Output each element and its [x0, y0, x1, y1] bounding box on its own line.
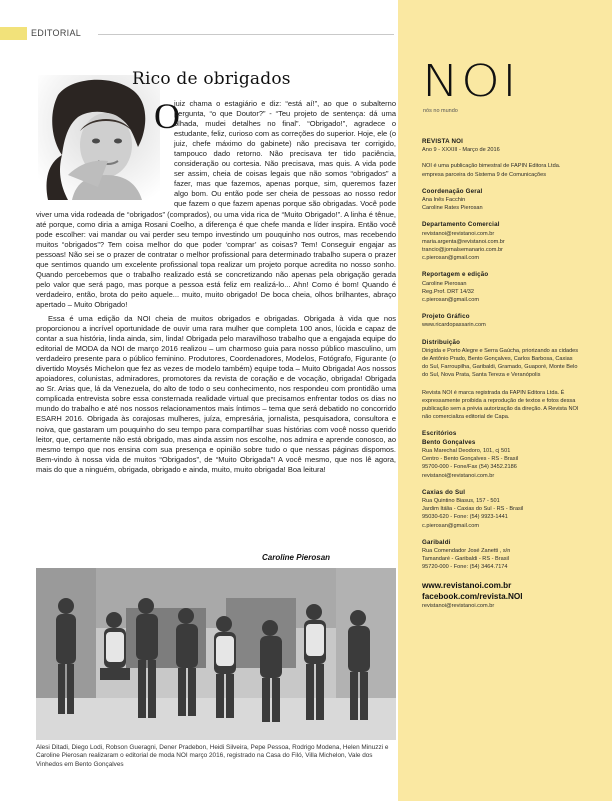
header-divider: [98, 34, 394, 35]
section-color-bar: [0, 27, 27, 40]
section-tag: EDITORIAL: [31, 28, 82, 38]
office-bento-line-4: revistanoi@revistanoi.com.br: [422, 472, 495, 479]
distribution-heading: Distribuição: [422, 338, 461, 346]
reporting-heading: Reportagem e edição: [422, 271, 489, 279]
article-paragraph-2: [36, 314, 396, 475]
design-site: www.ricardopassarin.com: [422, 322, 486, 329]
logo-tagline: nós no mundo: [423, 108, 458, 114]
paragraph-2-text: Essa é uma edição da NOI cheia de muitos obrigados e obrigadas. Obrigada à vida que nos proporcionou a incrível oportunidade de ouvir uma rara mulher que completa 100 anos, lúcida e capaz de contar a sua história, linda ainda, sim, linda! Obrigada pelo maravilhoso trabalho que a engajada equipe do editorial de MODA da NOI de março 2016 realizou – um charmoso guia para nosso público masculino, um verdadeiro presente para o público feminino. Produtores, Coordenadores, Modelos, Fotógrafo, Figurante (o divertido Moysés Michelon que fez as vezes de modelo também) equipe toda – Muito Obrigada! Aos nossos apoiadores, colunistas, admiradores, promotores da revista de coração e de vocação, obrigada! Obrigada ao Sr. Arias que, lá da Venezuela, do alto de todo o seu conhecimento, nos respondeu com prontidão uma complicada entrevista sobre essa consternada realidade virtual que precisamos enfrentar todos os dias no mundo do trabalho e até nos nossos relacionamentos mais íntimos – tema que será debatido no concorrido ESARH 2016. Obrigada às corajosas mulheres, juíza, empresária, jornalista, pesquisadora, consultora e noiva, que gastaram um pouquinho do seu tempo para compartilhar suas histórias com você nosso querido leitor, que, certamente não está obrigado, mas ainda assim nos escolhe, nos admira e aprende conosco, ao mesmo tempo que nos ensina com sua presença e opinião sobre tudo o que nessas páginas dispomos. Bem-vindo à nossa vida de muitos “Obrigados”, de “Muito Obrigada”! A você mesmo, que nos lê agora, mais do que a ninguém, obrigada, obrigado e ainda, muito, muito obrigada! Boa leitura!: [36, 314, 396, 474]
office-garibaldi-line-2: Tamandaré - Garibaldi - RS - Brasil: [422, 556, 510, 563]
coord-name-2: Caroline Rates Pierosan: [422, 205, 483, 212]
office-caxias-heading: Caxias do Sul: [422, 488, 466, 496]
office-garibaldi-line-3: 95720-000 - Fone: (54) 3464.7174: [422, 564, 508, 571]
distribution-text: Dirigida e Porto Alegre e Serra Gaúcha, priorizando as cidades de Antônio Prado, Bento Gonçalves, Carlos Barbosa, Caxias do Sul, Farroupilha, Garibaldi, Gramado, Guaporé, Monte Belo do Sul, Nova Prata, Santa Tereza e Veranópolis: [422, 347, 579, 379]
team-photo: [36, 568, 396, 740]
contact-email[interactable]: revistanoi@revistanoi.com.br: [422, 602, 495, 609]
article-paragraph-1: [36, 96, 396, 310]
drop-cap: O: [154, 96, 180, 136]
office-garibaldi-line-1: Rua Comendador José Zanetti , s/n: [422, 547, 511, 554]
commercial-email-2: maria.argenta@revistanoi.com.br: [422, 238, 505, 245]
facebook-link[interactable]: facebook.com/revista.NOI: [422, 591, 523, 601]
magazine-name: REVISTA NOI: [422, 138, 464, 145]
office-caxias-line-1: Rua Quintino Biasus, 157 - 501: [422, 497, 500, 504]
reporting-reg: Reg.Prof. DRT 14/32: [422, 288, 475, 295]
masthead-credits: [422, 138, 594, 610]
office-bento-line-3: 95700-000 - Fone/Fax (54) 3452.2186: [422, 464, 517, 471]
commercial-email-1: revistanoi@revistanoi.com.br: [422, 230, 495, 237]
photo-caption: Alesi Ditadi, Diego Lodi, Robson Gueragni, Dener Pradebon, Heidi Silveira, Pepe Pessoa, Rodrigo Modena, Helen Minuzzi e Caroline Pierosan realizaram o editorial de moda NOI março 2016, registrado na Casa do Filó, Villa Michelon, Vale dos Vinhedos em Bento Gonçalves: [36, 744, 389, 768]
office-caxias-line-4: c.pierosan@gmail.com: [422, 522, 479, 529]
office-garibaldi-heading: Garibaldi: [422, 538, 451, 546]
rights-notice: Revista NOI é marca registrada da FAPIN Editora Ltda. É expressamente proibida a reprodução de textos e fotos dessa publicação sem a prévia autorização da direção. A Revista NOI não comercializa editorial de Capa.: [422, 389, 579, 421]
coord-name-1: Ana Inês Facchin: [422, 197, 466, 204]
design-heading: Projeto Gráfico: [422, 313, 470, 321]
article-title: Rico de obrigados: [132, 69, 291, 89]
author-signature: Caroline Pierosan: [262, 553, 331, 562]
reporting-email: c.pierosan@gmail.com: [422, 297, 479, 304]
office-caxias-line-2: Jardim Itália - Caxias do Sul - RS - Brasil: [422, 506, 524, 513]
masthead-sidebar: [398, 0, 612, 801]
office-bento-line-1: Rua Marechal Deodoro, 101, cj 501: [422, 447, 511, 454]
publisher-info: NOI é uma publicação bimestral de FAPIN Editora Ltda. empresa parceira do Sistema 9 de Comunicações: [422, 163, 561, 178]
commercial-email-4: c.pierosan@gmail.com: [422, 255, 479, 262]
website-link[interactable]: www.revistanoi.com.br: [422, 580, 512, 590]
portrait-wrap-spacer: [36, 99, 174, 205]
paragraph-1-text: juiz chama o estagiário e diz: “está aí!”, ao que o subalterno pergunta, “o que Doutor?” - “Teu projeto de sentença: dá uma olhada, mudei detalhes no final”. “Obrigado!”, agradece o estudante, feliz, curioso com as correções do superior. Hoje, ele (o juiz, chefe máximo do gabinete) não precisava ter corrigido, tampouco dado retorno. Não precisava ter tido paciência, consideração ou cortesia. Não precisava, mas quis. A vida pode ser assim, cheia de coisas legais que não somos “obrigados” a fazer, mas que fazemos, apenas porque, sim, queremos fazer algo bom. Ou então pode ser cheia de pessoas ao nosso redor que fazem o que fazem apenas porque são obrigadas. Você pode viver uma vida rodeada de “obrigados” (comprados), ou uma vida rica de “Muito Obrigado!”. A linha é tênue, até porque, como diria a amiga Rosani Coelho, a diferença é que chefe manda e líder inspira. Então você pode escolher: vai mandar ou vai perder seu tempo investindo um pouquinho nos outros, mas recebendo muitos “obrigados”? Tem coisa melhor do que poder ‘comprar’ as coisas? Tem! Conseguir engajar as pessoas! Não sei se o prazer de contratar o melhor profissional para determinado trabalho supera o prazer que sentimos quando um excelente profissional topa realizar um projeto porque acredita no nosso sonho. Quando percebemos que o trabalho realizado está se concretizando não apenas pela obrigação gerada pelo valor que será pago, mas porque a pessoa está feliz em realizá-lo... Ahn! Como é bom! Quando é verdadeiro, então, brota do peito aquele... muito, muito obrigado! De boca cheia, olhos brilhantes, abraço apertado – Muito Obrigado!: [36, 99, 396, 309]
issue-info: Ano 9 - XXXIII - Março de 2016: [422, 147, 500, 154]
commercial-email-3: trancio@jornalsemanario.com.br: [422, 247, 503, 254]
office-bento-line-2: Centro - Bento Gonçalves - RS - Brasil: [422, 456, 519, 463]
magazine-logo: NOI: [422, 56, 519, 107]
office-caxias-line-3: 95030-620 - Fone: (54) 9923-1441: [422, 514, 508, 521]
reporting-name: Caroline Pierosan: [422, 280, 467, 287]
commercial-heading: Departamento Comercial: [422, 221, 500, 229]
coord-heading: Coordenação Geral: [422, 187, 483, 195]
office-bento-heading: Bento Gonçalves: [422, 438, 476, 446]
offices-heading: Escritórios: [422, 430, 457, 438]
